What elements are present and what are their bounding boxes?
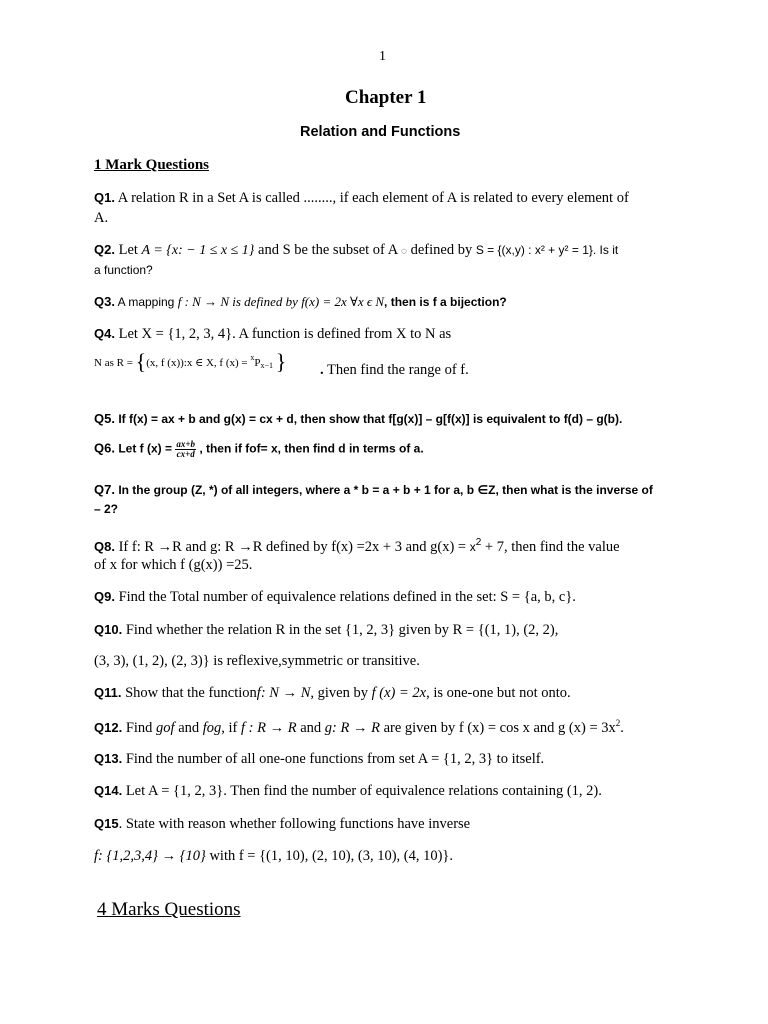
question-text: , if (221, 720, 238, 736)
question-number: Q1. (94, 190, 115, 205)
question-1-line-2: A. (94, 210, 109, 226)
question-text: If f(x) = ax + b and g(x) = cx + d, then show that f[g(x)] – g[f(x)] is equivalent to f(d) – g(b). (118, 412, 623, 426)
question-4-tail (320, 362, 469, 379)
question-text: A mapping (117, 295, 175, 309)
math-expression: fog (202, 720, 222, 736)
question-14 (94, 783, 602, 800)
question-number: Q8. (94, 539, 115, 554)
gx-base: x (469, 540, 476, 554)
question-number: Q14. (94, 783, 123, 798)
question-number: Q11. (94, 685, 122, 700)
math-expression: f : R → R (241, 720, 297, 736)
question-8 (94, 537, 620, 556)
question-15 (94, 816, 470, 833)
question-number: Q3. (94, 294, 115, 309)
math-expression: f: {1,2,3,4} → {10} (94, 848, 206, 864)
question-2 (94, 242, 618, 259)
question-text: Let A = {1, 2, 3}. Then find the number of equivalence relations containing (1, 2). (125, 783, 602, 799)
question-text: In the group (Z, *) of all integers, where a * b = a + b + 1 for a, b ∈Z, then what is the inverse of (118, 483, 653, 497)
question-6 (94, 440, 424, 459)
question-number: Q7. (94, 482, 115, 497)
question-11 (94, 685, 571, 702)
question-15-line-2 (94, 848, 453, 865)
question-text: are given by f (x) = cos x and g (x) = 3x (383, 720, 616, 736)
close-brace: } (275, 349, 287, 374)
question-text: . (620, 720, 624, 736)
exponent: 2 (615, 718, 621, 728)
question-10-line-2: (3, 3), (1, 2), (2, 3)} is reflexive,symmetric or transitive. (94, 653, 420, 669)
question-text: Let f (x) = (118, 441, 172, 456)
question-text: Let X = {1, 2, 3, 4}. A function is defined from X to N as (118, 326, 452, 342)
question-text: Find (125, 720, 153, 736)
question-9 (94, 589, 576, 606)
math-expression: gof (156, 720, 175, 736)
math-expression: f (x) = 2x (371, 685, 427, 701)
question-1 (94, 190, 629, 207)
bullet-dot: . (320, 362, 324, 378)
question-text: Find whether the relation R in the set {1, 2, 3} given by R = {(1, 1), (2, 2), (125, 622, 559, 638)
question-text: + 7, then find the value (484, 539, 620, 555)
question-4 (94, 326, 451, 343)
question-5 (94, 411, 622, 426)
question-text: Show that the function (125, 685, 257, 701)
chapter-subtitle: Relation and Functions (300, 124, 461, 140)
question-text: and (178, 720, 200, 736)
question-text: Then find the range of f. (327, 362, 469, 378)
question-text: S = {(x,y) : x² + y² = 1}. Is it (475, 243, 619, 257)
math-expression: f : N → N is defined by f(x) = 2x ∀x ϵ N (177, 294, 385, 309)
question-number: Q15 (94, 816, 119, 831)
question-text: and (300, 720, 322, 736)
math-expression: g: R → R (324, 720, 380, 736)
question-text: Find the number of all one-one functions from set A = {1, 2, 3} to itself. (125, 751, 545, 767)
question-text: defined by (410, 242, 473, 258)
question-text: with f = {(1, 10), (2, 10), (3, 10), (4, 10)}. (209, 848, 454, 864)
question-12 (94, 718, 624, 737)
chapter-title: Chapter 1 (345, 87, 427, 108)
relation-prefix: N as R = (94, 357, 133, 369)
question-number: Q6. (94, 440, 115, 456)
question-7 (94, 482, 653, 497)
gx-exponent: 2 (475, 537, 482, 548)
question-4-relation (94, 349, 286, 375)
question-text: Find the Total number of equivalence relations defined in the set: S = {a, b, c}. (118, 589, 576, 605)
question-number: Q5. (94, 411, 115, 426)
math-expression: f: N → N (256, 685, 311, 701)
permutation: $^xP_{x-1}$ (250, 353, 274, 370)
question-text: and S be the subset of A (258, 242, 398, 258)
question-text: If f: R →R and g: R →R defined by f(x) =2x + 3 and g(x) = (118, 539, 467, 555)
question-10 (94, 622, 558, 639)
question-number: Q10. (94, 622, 123, 637)
section-heading-4-marks: 4 Marks Questions (97, 899, 241, 920)
question-text: A relation R in a Set A is called ........, if each element of A is related to every element of (117, 190, 629, 206)
placeholder-glyph-icon: ◌ (401, 246, 407, 257)
question-7-line-2: – 2? (94, 502, 119, 516)
question-2-line-2: a function? (94, 263, 153, 277)
page-number: 1 (379, 49, 386, 64)
relation-set: (x, f (x)):x ∈ X, f (x) = (146, 357, 248, 369)
question-number: Q4. (94, 326, 115, 341)
question-text: , is one-one but not onto. (426, 685, 571, 701)
question-8-line-2: of x for which f (g(x)) =25. (94, 557, 253, 573)
section-heading-1-mark: 1 Mark Questions (94, 157, 210, 173)
question-text: , then if fof= x, then find d in terms of a. (199, 441, 424, 456)
question-text: , given by (310, 685, 368, 701)
question-number: Q9. (94, 589, 115, 604)
question-number: Q12. (94, 720, 123, 735)
question-number: Q13. (94, 751, 123, 766)
question-text: . State with reason whether following functions have inverse (118, 816, 471, 832)
question-text: Let (118, 242, 138, 258)
question-3 (94, 294, 507, 310)
question-text: , then is f a bijection? (384, 295, 507, 309)
math-set: A = {x: − 1 ≤ x ≤ 1} (141, 243, 255, 258)
question-number: Q2. (94, 242, 115, 257)
question-13 (94, 751, 544, 768)
open-brace: { (135, 349, 147, 374)
fraction: $\frac{ax+b}{cx+d}$ (176, 439, 195, 459)
